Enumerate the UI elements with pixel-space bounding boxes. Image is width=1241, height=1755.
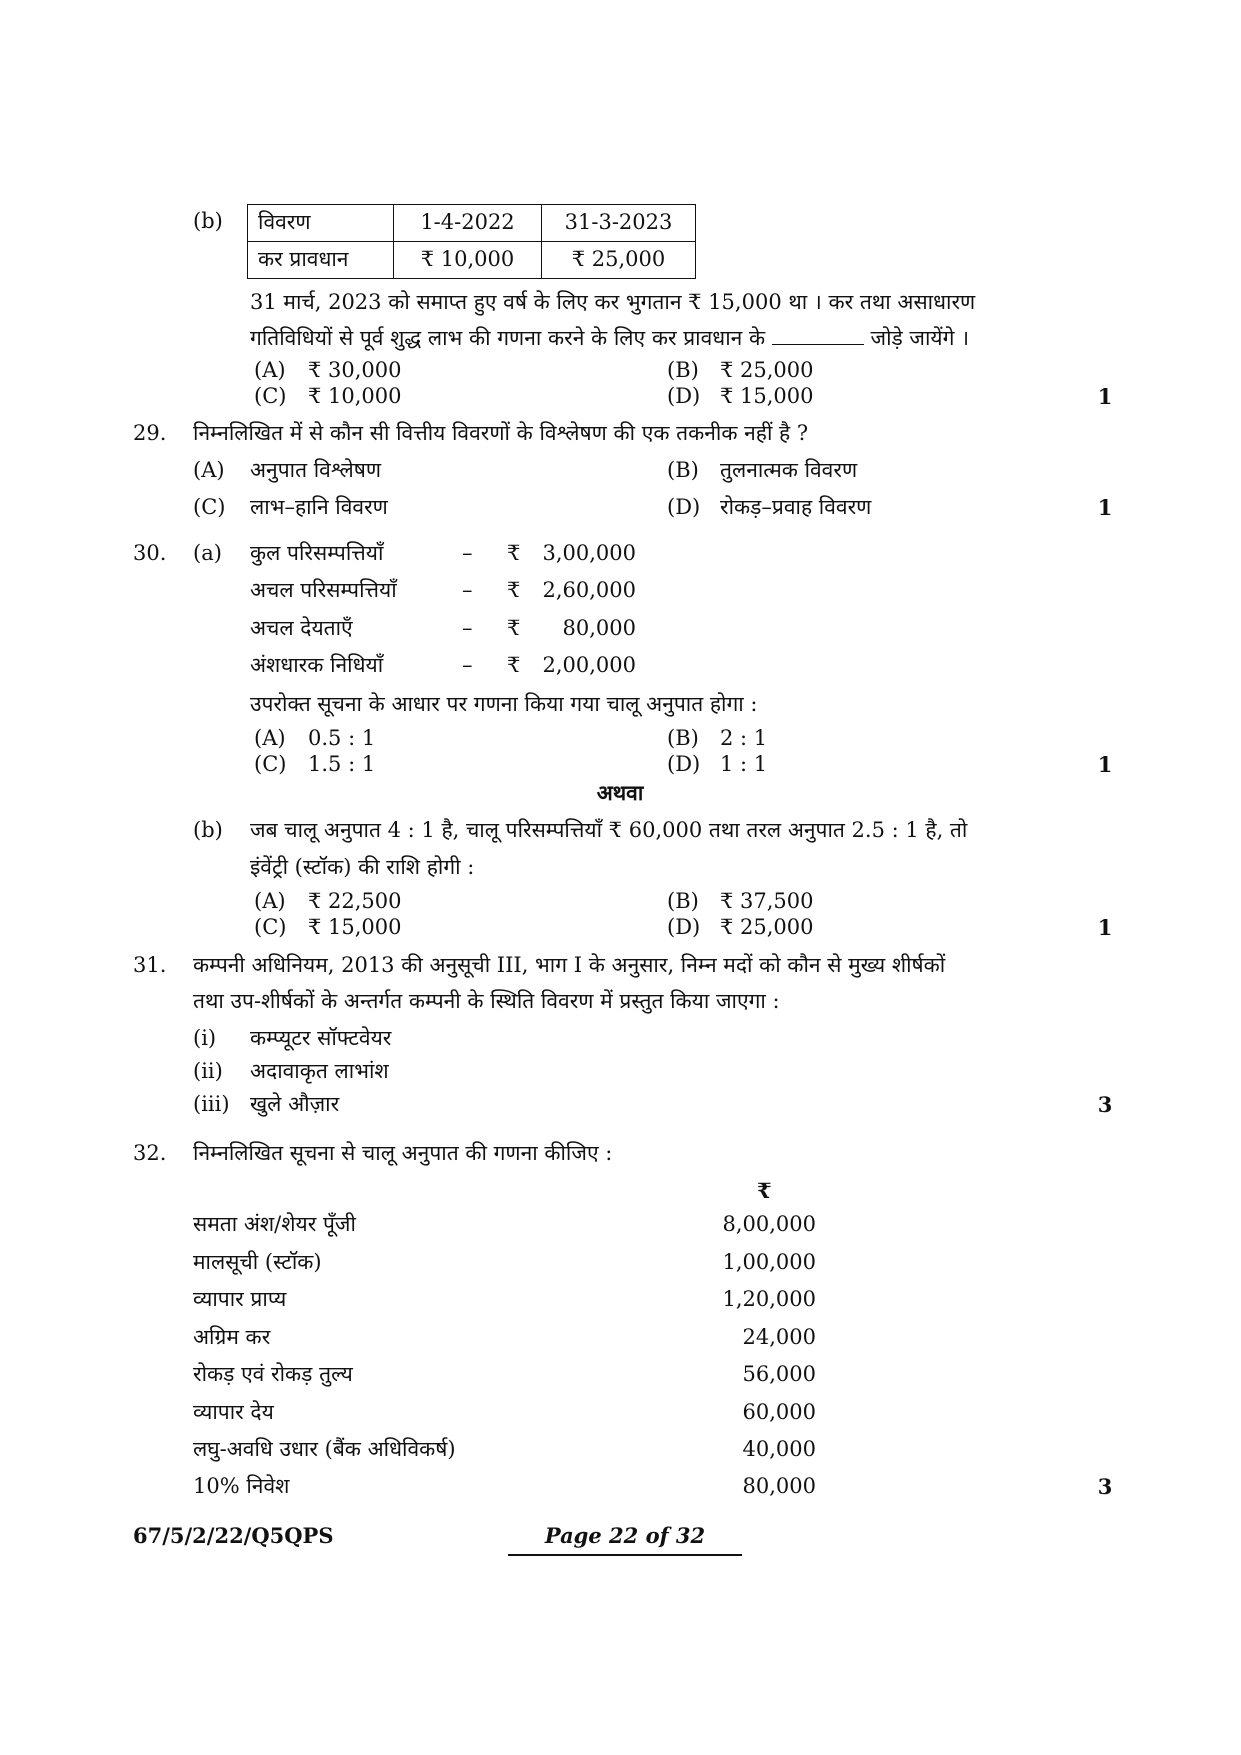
option-text: ₹ 15,000	[308, 915, 402, 939]
question-text: जब चालू अनुपात 4 : 1 है, चालू परिसम्पत्तियाँ ₹ 60,000 तथा तरल अनुपात 2.5 : 1 है, तो	[250, 818, 968, 842]
table-row-item: अग्रिम कर	[193, 1325, 271, 1349]
dash: –	[462, 541, 473, 565]
list-label: (i)	[193, 1026, 217, 1050]
question-text: इंवेंट्री (स्टॉक) की राशि होगी :	[250, 855, 475, 879]
option-text: 1 : 1	[720, 752, 768, 776]
question-text: उपरोक्त सूचना के आधार पर गणना किया गया चालू अनुपात होगा :	[250, 692, 758, 716]
option-label: (D)	[667, 384, 701, 408]
page-number: Page 22 of 32	[508, 1523, 742, 1556]
or-divider: अथवा	[596, 780, 644, 805]
question-text: निम्नलिखित सूचना से चालू अनुपात की गणना कीजिए :	[193, 1141, 613, 1165]
table-row-item: रोकड़ एवं रोकड़ तुल्य	[193, 1362, 353, 1386]
list-label: (iii)	[193, 1092, 230, 1116]
option-text: 1.5 : 1	[308, 752, 376, 776]
option-label: (A)	[254, 889, 286, 913]
question-number: 32.	[133, 1141, 167, 1165]
option-label: (B)	[667, 458, 699, 482]
table-cell: ₹ 10,000	[394, 242, 542, 279]
question-text: निम्नलिखित में से कौन सी वित्तीय विवरणों के विश्लेषण की एक तकनीक नहीं है ?	[193, 421, 809, 445]
sub-label: (a)	[193, 541, 222, 565]
tax-provision-table	[247, 204, 696, 279]
question-text: कम्पनी अधिनियम, 2013 की अनुसूची III, भाग I के अनुसार, निम्न मदों को कौन से मुख्य शीर्षकों	[193, 953, 946, 977]
option-label: (C)	[254, 384, 287, 408]
table-row-amount: 60,000	[742, 1400, 816, 1424]
currency-symbol: ₹	[507, 616, 521, 640]
marks: 1	[1097, 384, 1113, 409]
list-label: (ii)	[193, 1059, 223, 1083]
option-text: ₹ 25,000	[720, 915, 814, 939]
option-text: तुलनात्मक विवरण	[720, 458, 858, 482]
question-number: 30.	[133, 541, 167, 565]
item-name: कुल परिसम्पत्तियाँ	[250, 541, 384, 565]
amount: 2,60,000	[542, 578, 636, 602]
option-label: (D)	[667, 752, 701, 776]
option-label: (C)	[254, 752, 287, 776]
option-label: (C)	[193, 495, 226, 519]
marks: 1	[1097, 495, 1113, 520]
option-label: (C)	[254, 915, 287, 939]
marks: 1	[1097, 752, 1113, 777]
table-header-cell: 1-4-2022	[394, 205, 542, 242]
option-text: ₹ 22,500	[308, 889, 402, 913]
option-label: (A)	[193, 458, 225, 482]
table-row-amount: 40,000	[742, 1437, 816, 1461]
paper-code: 67/5/2/22/Q5QPS	[133, 1523, 334, 1548]
list-item: अदावाकृत लाभांश	[250, 1059, 389, 1083]
item-name: अचल परिसम्पत्तियाँ	[250, 578, 397, 602]
q28b-line2b: जोड़े जायेंगे ।	[870, 326, 970, 350]
dash: –	[462, 616, 473, 640]
option-text: रोकड़–प्रवाह विवरण	[720, 495, 872, 519]
question-text: तथा उप-शीर्षकों के अन्तर्गत कम्पनी के स्थिति विवरण में प्रस्तुत किया जाएगा :	[193, 989, 780, 1013]
q28b-label: (b)	[193, 209, 223, 233]
table-row-amount: 1,20,000	[722, 1287, 816, 1311]
table-row-item: व्यापार प्राप्य	[193, 1287, 287, 1311]
table-cell: कर प्रावधान	[248, 242, 394, 279]
table-cell: ₹ 25,000	[542, 242, 696, 279]
table-row-item: समता अंश/शेयर पूँजी	[193, 1212, 356, 1236]
item-name: अचल देयताएँ	[250, 616, 353, 640]
currency-symbol: ₹	[507, 578, 521, 602]
option-text: ₹ 30,000	[308, 358, 402, 382]
table-row-item: व्यापार देय	[193, 1400, 274, 1424]
sub-label: (b)	[193, 818, 223, 842]
dash: –	[462, 578, 473, 602]
amount: 3,00,000	[542, 541, 636, 565]
table-row-item: 10% निवेश	[193, 1474, 290, 1498]
question-number: 31.	[133, 953, 167, 977]
option-label: (D)	[667, 915, 701, 939]
option-text: लाभ–हानि विवरण	[250, 495, 388, 519]
fill-blank	[772, 326, 864, 345]
q28b-line1: 31 मार्च, 2023 को समाप्त हुए वर्ष के लिए कर भुगतान ₹ 15,000 था । कर तथा असाधारण	[250, 290, 976, 314]
option-text: ₹ 15,000	[720, 384, 814, 408]
question-number: 29.	[133, 421, 167, 445]
currency-symbol: ₹	[507, 541, 521, 565]
list-item: कम्प्यूटर सॉफ्टवेयर	[250, 1026, 392, 1050]
item-name: अंशधारक निधियाँ	[250, 653, 384, 677]
option-text: ₹ 25,000	[720, 358, 814, 382]
option-label: (B)	[667, 358, 699, 382]
table-row-amount: 56,000	[742, 1362, 816, 1386]
amount: 80,000	[562, 616, 636, 640]
table-header-cell: 31-3-2023	[542, 205, 696, 242]
q28b-line2a: गतिविधियों से पूर्व शुद्ध लाभ की गणना करने के लिए कर प्रावधान के	[250, 326, 766, 350]
table-row-amount: 1,00,000	[722, 1250, 816, 1274]
q28b-line2	[250, 326, 969, 351]
option-label: (A)	[254, 358, 286, 382]
option-label: (D)	[667, 495, 701, 519]
currency-header: ₹	[757, 1178, 772, 1203]
option-text: अनुपात विश्लेषण	[250, 458, 382, 482]
currency-symbol: ₹	[507, 653, 521, 677]
list-item: खुले औज़ार	[250, 1092, 340, 1116]
marks: 3	[1097, 1474, 1113, 1499]
option-label: (B)	[667, 889, 699, 913]
marks: 3	[1097, 1092, 1113, 1117]
option-label: (B)	[667, 726, 699, 750]
option-label: (A)	[254, 726, 286, 750]
table-row-item: लघु-अवधि उधार (बैंक अधिविकर्ष)	[193, 1437, 456, 1461]
marks: 1	[1097, 915, 1113, 940]
dash: –	[462, 653, 473, 677]
option-text: ₹ 37,500	[720, 889, 814, 913]
table-row-item: मालसूची (स्टॉक)	[193, 1250, 322, 1274]
table-header-cell: विवरण	[248, 205, 394, 242]
option-text: ₹ 10,000	[308, 384, 402, 408]
table-row-amount: 80,000	[742, 1474, 816, 1498]
table-row-amount: 24,000	[742, 1325, 816, 1349]
option-text: 2 : 1	[720, 726, 768, 750]
table-row-amount: 8,00,000	[722, 1212, 816, 1236]
amount: 2,00,000	[542, 653, 636, 677]
option-text: 0.5 : 1	[308, 726, 376, 750]
